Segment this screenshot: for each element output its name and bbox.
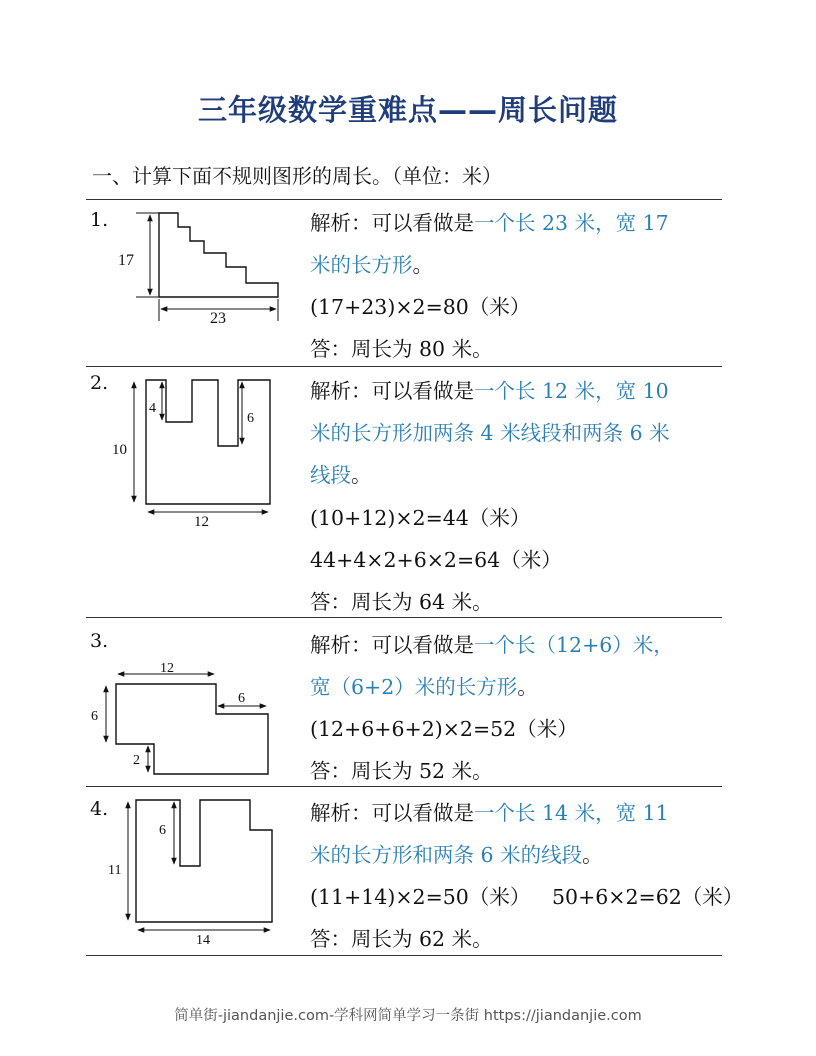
top-label: 12 — [160, 661, 174, 676]
problem-2-line-2: 米的长方形加两条 4 米线段和两条 6 米 — [310, 421, 670, 445]
problem-4-answer: 答：周长为 62 米。 — [310, 927, 493, 951]
divider — [86, 617, 722, 618]
problem-2-line-1: 解析：可以看做是一个长 12 米，宽 10 — [310, 379, 669, 403]
problem-2-figure — [110, 370, 280, 530]
bottom-step-label: 2 — [133, 753, 140, 768]
notched-shape — [136, 800, 272, 922]
problem-1-figure — [110, 205, 290, 325]
divider — [86, 199, 722, 200]
problem-3-formula: (12+6+6+2)×2=52（米） — [310, 717, 578, 741]
problem-4-number: 4. — [90, 798, 109, 820]
staircase-shape — [159, 213, 278, 297]
problem-4-formula-2: 50+6×2=62（米） — [552, 885, 744, 909]
right-step-label: 6 — [238, 691, 245, 706]
notched-rect-shape — [146, 380, 270, 504]
section-heading: 一、计算下面不规则图形的周长。（单位：米） — [92, 164, 502, 188]
height-label: 11 — [108, 863, 122, 878]
notch-left-label: 4 — [149, 401, 156, 416]
problem-2-number: 2. — [90, 372, 109, 394]
notch-label: 6 — [159, 823, 166, 838]
problem-2-formula-2: 44+4×2+6×2=64（米） — [310, 548, 562, 572]
problem-1-formula: (17+23)×2=80（米） — [310, 295, 531, 319]
left-height-label: 6 — [91, 709, 98, 724]
problem-2-formula-1: (10+12)×2=44（米） — [310, 506, 531, 530]
notch-right-label: 6 — [247, 411, 254, 426]
problem-1-line-2: 米的长方形。 — [310, 253, 433, 277]
problem-3-line-2: 宽（6+2）米的长方形。 — [310, 675, 538, 699]
divider — [86, 955, 722, 956]
divider — [86, 366, 722, 367]
divider — [86, 786, 722, 787]
footer-watermark: 简单街-jiandanjie.com-学科网简单学习一条街 https://jiandanjie.com — [174, 1008, 642, 1024]
page-title: 三年级数学重难点——周长问题 — [197, 93, 618, 127]
problem-1-answer: 答：周长为 80 米。 — [310, 337, 493, 361]
problem-3-number: 3. — [90, 630, 109, 652]
height-label: 10 — [112, 442, 127, 458]
problem-4-figure — [106, 794, 286, 954]
problem-1-number: 1. — [90, 209, 109, 231]
height-label: 17 — [118, 252, 134, 269]
width-label: 14 — [196, 933, 210, 948]
problem-3-answer: 答：周长为 52 米。 — [310, 759, 493, 783]
problem-3-line-1: 解析：可以看做是一个长（12+6）米， — [310, 633, 674, 657]
problem-2-line-3: 线段。 — [310, 463, 372, 487]
problem-1-line-1: 解析：可以看做是一个长 23 米，宽 17 — [310, 211, 669, 235]
problem-4-line-1: 解析：可以看做是一个长 14 米，宽 11 — [310, 801, 669, 825]
problem-3-figure — [88, 658, 278, 778]
problem-4-line-2: 米的长方形和两条 6 米的线段。 — [310, 843, 603, 867]
width-label: 12 — [194, 514, 209, 530]
width-label: 23 — [210, 310, 226, 327]
problem-2-answer: 答：周长为 64 米。 — [310, 590, 493, 614]
problem-4-formula-1: (11+14)×2=50（米） — [310, 885, 531, 909]
